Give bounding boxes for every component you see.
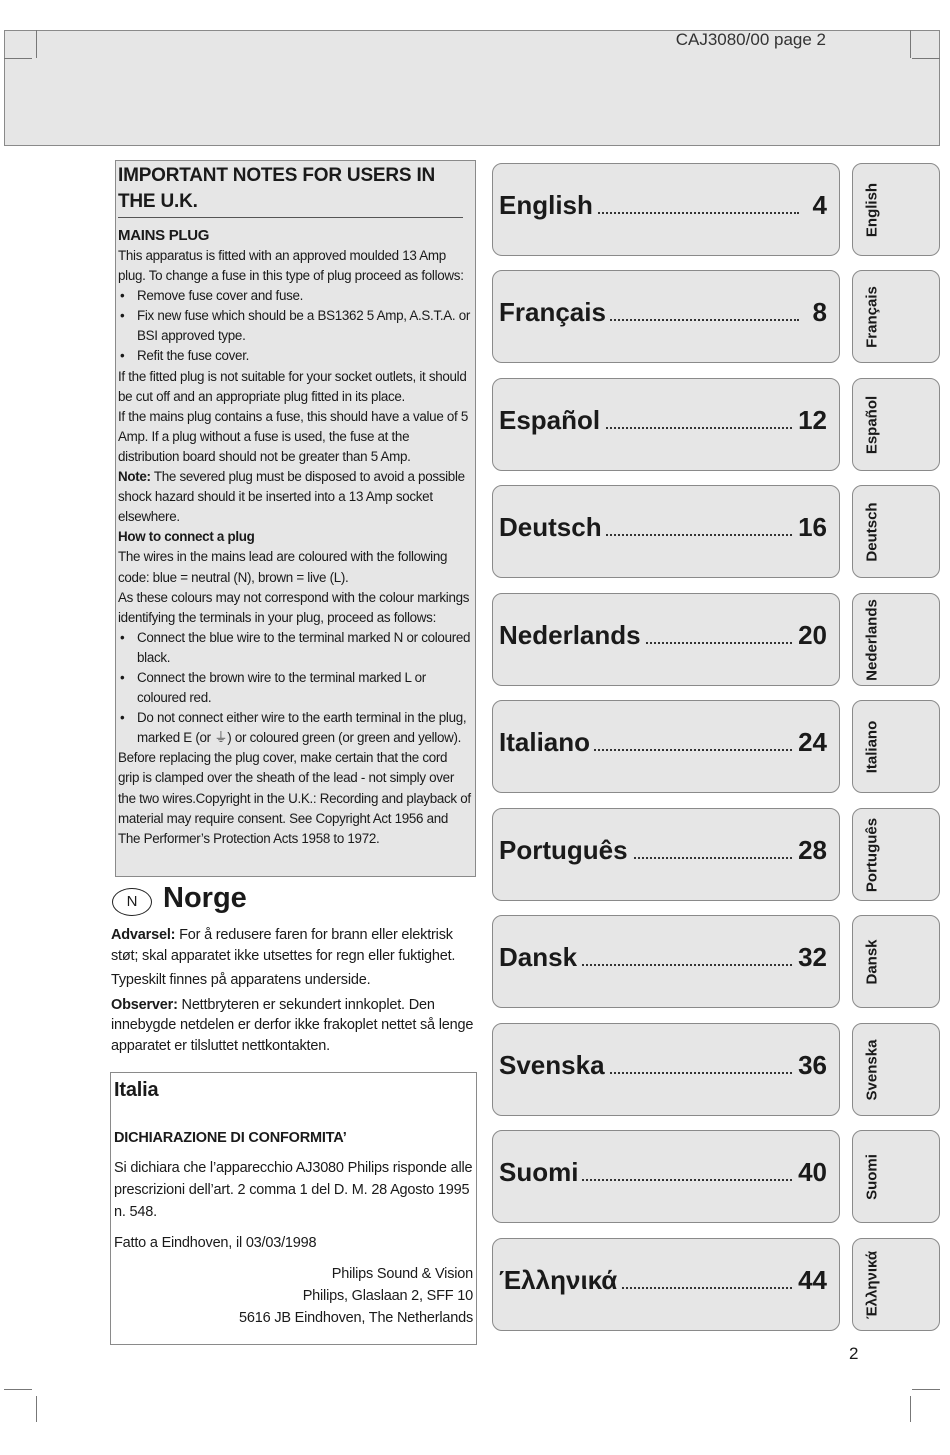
observe-text: Nettbryteren er sekundert innkoplet. Den innebygde netdelen er derfor ikke frakoplet nettet så lenge apparatet er tilsluttet nettkontakten.	[111, 996, 474, 1054]
toc-page-number: 36	[794, 1050, 827, 1081]
italia-address-line: 5616 JB Eindhoven, The Netherlands	[239, 1310, 473, 1326]
page-number: 2	[849, 1344, 859, 1363]
country-badge-icon: N	[112, 888, 152, 916]
toc-entry-deutsch[interactable]	[492, 485, 840, 578]
uk-notes-box	[115, 160, 476, 877]
toc-entry-suomi[interactable]	[492, 1130, 840, 1223]
language-tab-francais[interactable]	[852, 270, 940, 363]
crop-mark	[36, 1396, 37, 1422]
note-label: Note:	[118, 469, 151, 485]
language-tab-svenska[interactable]	[852, 1023, 940, 1116]
toc-page-number: 8	[809, 297, 827, 328]
language-tab-english[interactable]	[852, 163, 940, 256]
toc-language-label: Έλληνικά	[499, 1265, 621, 1296]
tab-label: Έλληνικά	[863, 1250, 881, 1320]
warning-label: Advarsel:	[111, 927, 176, 943]
tab-label: English	[863, 182, 881, 238]
note-text: The severed plug must be disposed to avoid a possible shock hazard should it be inserted into a 13 Amp socket elsewhere.	[118, 469, 465, 525]
italia-address-line: Philips, Glaslaan 2, SFF 10	[302, 1288, 473, 1304]
tab-label: Italiano	[863, 720, 881, 774]
tab-label: Español	[863, 395, 881, 455]
mains-plug-heading: MAINS PLUG	[118, 227, 210, 244]
language-tab-suomi[interactable]	[852, 1130, 940, 1223]
toc-page-number: 12	[794, 405, 827, 436]
language-tab-dansk[interactable]	[852, 915, 940, 1008]
toc-entry-svenska[interactable]	[492, 1023, 840, 1116]
toc-language-label: Français	[499, 297, 610, 328]
norge-title: Norge	[163, 882, 247, 914]
italia-declaration: Si dichiara che l’apparecchio AJ3080 Philips risponde alle prescrizioni dell’art. 2 comma 1 del D. M. 28 Agosto 1995 n. 548.	[114, 1160, 473, 1220]
toc-language-label: Português	[499, 835, 632, 866]
warning-text: For å redusere faren for brann eller elektrisk støt; skal apparatet ikke utsettes for regn eller fuktighet.	[111, 927, 456, 964]
tab-label: Português	[863, 817, 881, 893]
toc-page-number: 20	[794, 620, 827, 651]
italia-subtitle: DICHIARAZIONE DI CONFORMITA’	[114, 1130, 347, 1146]
crop-mark	[4, 1389, 32, 1390]
toc-entry-dansk[interactable]	[492, 915, 840, 1008]
language-tab-ellinika[interactable]	[852, 1238, 940, 1331]
italia-box	[110, 1072, 477, 1345]
uk-paragraph: As these colours may not correspond with the colour markings identifying the terminals in your plug, proceed as follows:	[118, 589, 470, 625]
crop-mark	[910, 30, 911, 58]
toc-entry-espanol[interactable]	[492, 378, 840, 471]
toc-entry-italiano[interactable]	[492, 700, 840, 793]
uk-note	[118, 467, 471, 527]
toc-page-number: 44	[794, 1265, 827, 1296]
italia-title: Italia	[114, 1079, 159, 1101]
list-item: • Connect the blue wire to the terminal marked N or coloured black.	[118, 628, 471, 668]
toc-entry-francais[interactable]	[492, 270, 840, 363]
norge-body	[111, 925, 481, 1060]
toc-language-label: Dansk	[499, 942, 581, 973]
language-tab-espanol[interactable]	[852, 378, 940, 471]
uk-paragraph: The wires in the mains lead are coloured with the following code: blue = neutral (N), brown = live (L).	[118, 549, 448, 585]
toc-entry-ellinika[interactable]	[492, 1238, 840, 1331]
toc-language-label: Nederlands	[499, 620, 645, 651]
list-item: • Do not connect either wire to the earth terminal in the plug, marked E (or ⏚) or coloured green (or green and yellow).	[118, 708, 471, 748]
norge-typeplate: Typeskilt finnes på apparatens underside.	[111, 972, 371, 988]
uk-notes-title: IMPORTANT NOTES FOR USERS IN THE U.K.	[118, 163, 463, 218]
toc-language-label: Italiano	[499, 727, 594, 758]
crop-mark	[4, 58, 32, 59]
crop-mark	[36, 30, 37, 58]
uk-paragraph: Before replacing the plug cover, make certain that the cord grip is clamped over the sheath of the lead - not simply over the two wires.Copyright in the U.K.: Recording and playback of material may require consent. See Copyright Act 1956 and The Performer’s Protection Acts 1958 to 1972.	[118, 750, 471, 846]
tab-label: Nederlands	[863, 599, 881, 681]
toc-language-label: Deutsch	[499, 512, 606, 543]
toc-page-number: 40	[794, 1157, 827, 1188]
language-tab-nederlands[interactable]	[852, 593, 940, 686]
toc-page-number: 4	[809, 190, 827, 221]
tab-label: Suomi	[863, 1154, 881, 1200]
tab-label: Dansk	[863, 939, 881, 985]
uk-paragraph: If the fitted plug is not suitable for your socket outlets, it should be cut off and an appropriate plug fitted in its place.	[118, 368, 467, 404]
crop-mark	[912, 58, 940, 59]
toc-page-number: 16	[794, 512, 827, 543]
language-tab-portugues[interactable]	[852, 808, 940, 901]
list-item: • Remove fuse cover and fuse.	[118, 286, 471, 306]
italia-address-line: Philips Sound & Vision	[331, 1266, 473, 1282]
toc-entry-nederlands[interactable]	[492, 593, 840, 686]
toc-language-label: English	[499, 190, 597, 221]
tab-label: Français	[863, 286, 881, 348]
toc-page-number: 24	[794, 727, 827, 758]
list-item: • Refit the fuse cover.	[118, 346, 471, 366]
toc-language-label: Svenska	[499, 1050, 609, 1081]
toc-page-number: 28	[794, 835, 827, 866]
connect-plug-heading: How to connect a plug	[118, 529, 255, 545]
connect-steps-list	[118, 628, 471, 749]
toc-page-number: 32	[794, 942, 827, 973]
crop-mark	[910, 1396, 911, 1422]
observe-label: Observer:	[111, 996, 178, 1013]
language-tab-italiano[interactable]	[852, 700, 940, 793]
toc-language-label: Suomi	[499, 1157, 582, 1188]
fuse-steps-list	[118, 286, 471, 366]
norge-warning	[111, 925, 481, 966]
tab-label: Svenska	[863, 1039, 881, 1101]
tab-label: Deutsch	[863, 502, 881, 562]
norge-observe	[111, 995, 481, 1057]
page-header-label: CAJ3080/00 page 2	[675, 30, 826, 49]
list-item: • Fix new fuse which should be a BS1362 5 Amp, A.S.T.A. or BSI approved type.	[118, 306, 471, 346]
toc-language-label: Español	[499, 405, 604, 436]
toc-entry-english[interactable]	[492, 163, 840, 256]
italia-place-date: Fatto a Eindhoven, il 03/03/1998	[114, 1235, 317, 1251]
mains-plug-intro: This apparatus is fitted with an approved moulded 13 Amp plug. To change a fuse in this type of plug proceed as follows:	[118, 248, 464, 284]
language-tab-deutsch[interactable]	[852, 485, 940, 578]
crop-mark	[912, 1389, 940, 1390]
toc-entry-portugues[interactable]	[492, 808, 840, 901]
list-item: • Connect the brown wire to the terminal marked L or coloured red.	[118, 668, 471, 708]
uk-paragraph: If the mains plug contains a fuse, this should have a value of 5 Amp. If a plug without a fuse is used, the fuse at the distribution board should not be greater than 5 Amp.	[118, 408, 469, 464]
